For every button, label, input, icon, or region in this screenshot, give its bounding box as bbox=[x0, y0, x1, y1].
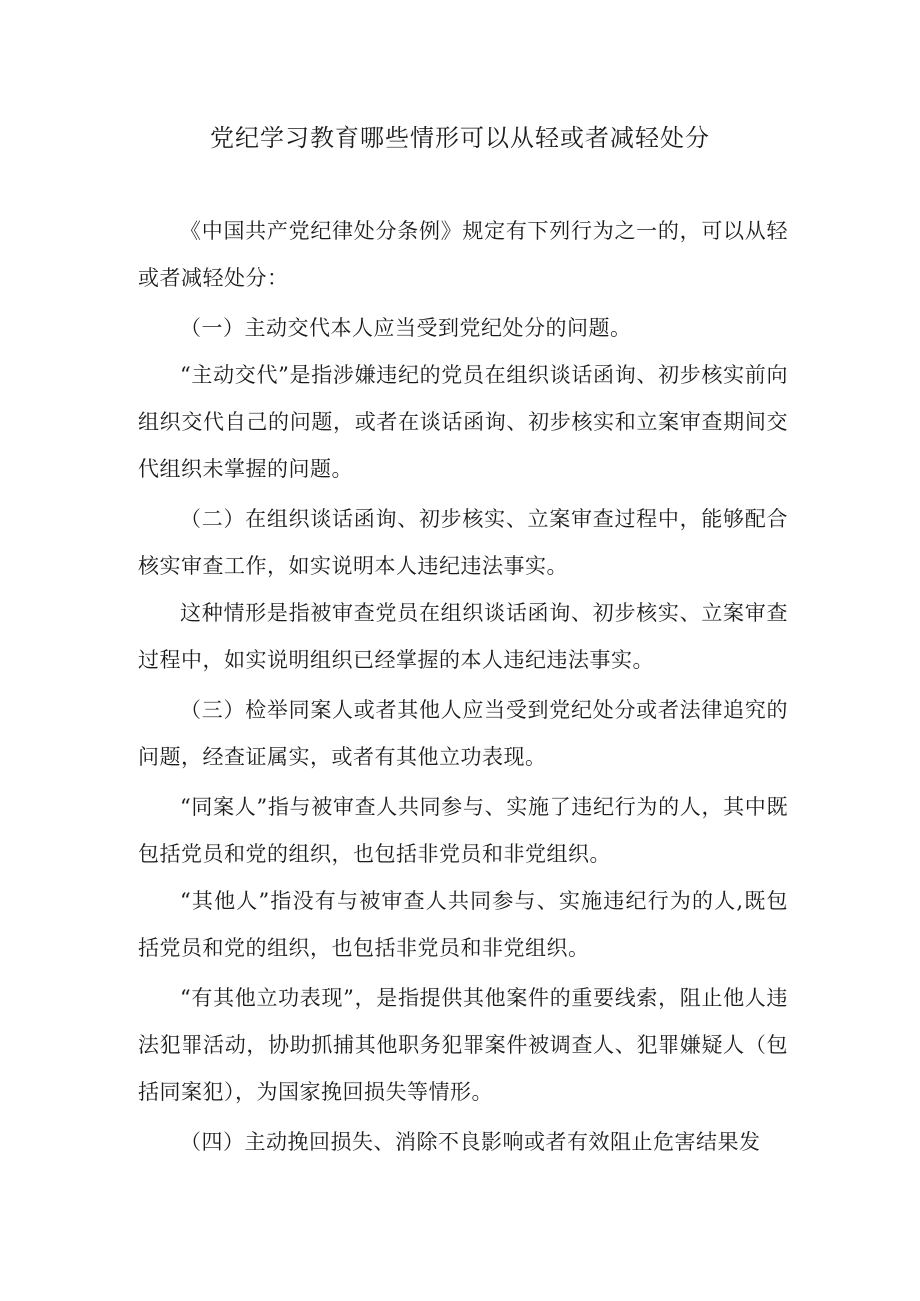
paragraph-item-3-others: “其他人”指没有与被审查人共同参与、实施违纪行为的人,既包括党员和党的组织，也包括非党员和非党组织。 bbox=[138, 889, 788, 960]
paragraph-item-4: （四）主动挽回损失、消除不良影响或者有效阻止危害结果发 bbox=[180, 1130, 761, 1154]
paragraph-item-1: （一）主动交代本人应当受到党纪处分的问题。 bbox=[180, 316, 632, 340]
document-title: 党纪学习教育哪些情形可以从轻或者减轻处分 bbox=[210, 124, 710, 152]
paragraph-item-2: （二）在组织谈话函询、初步核实、立案审查过程中，能够配合核实审查工作，如实说明本人违纪违法事实。 bbox=[138, 507, 788, 578]
paragraph-item-1-explanation: “主动交代”是指涉嫌违纪的党员在组织谈话函询、初步核实前向组织交代自己的问题，或者在谈话函询、初步核实和立案审查期间交代组织未掌握的问题。 bbox=[138, 363, 788, 481]
document-body bbox=[138, 208, 788, 1166]
paragraph-item-2-explanation: 这种情形是指被审查党员在组织谈话函询、初步核实、立案审查过程中，如实说明组织已经掌握的本人违纪违法事实。 bbox=[138, 601, 788, 672]
paragraph-item-3-meritorious: “有其他立功表现”，是指提供其他案件的重要线索，阻止他人违法犯罪活动，协助抓捕其他职务犯罪案件被调查人、犯罪嫌疑人（包括同案犯），为国家挽回损失等情形。 bbox=[138, 986, 788, 1104]
paragraph-item-3: （三）检举同案人或者其他人应当受到党纪处分或者法律追究的问题，经查证属实，或者有其他立功表现。 bbox=[138, 698, 788, 769]
paragraph-item-3-coaccused: “同案人”指与被审查人共同参与、实施了违纪行为的人，其中既包括党员和党的组织，也包括非党员和非党组织。 bbox=[138, 795, 788, 866]
paragraph-intro: 《中国共产党纪律处分条例》规定有下列行为之一的，可以从轻或者减轻处分： bbox=[138, 219, 788, 290]
